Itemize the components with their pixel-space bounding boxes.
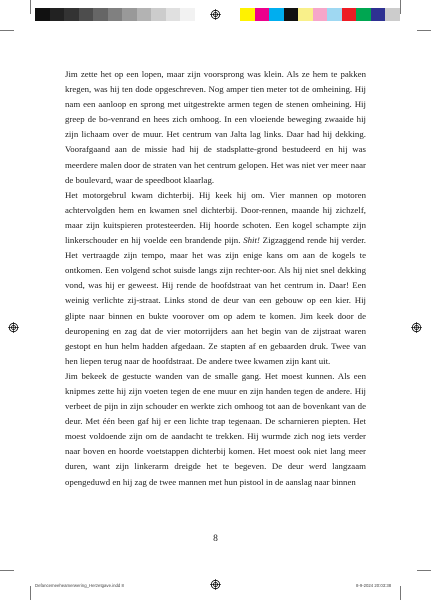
registration-mark-bottom-icon (210, 579, 221, 590)
gray-calibration-strip (35, 8, 195, 21)
page-number: 8 (213, 534, 218, 544)
color-swatch (313, 8, 328, 21)
color-swatch (284, 8, 299, 21)
color-swatch (371, 8, 386, 21)
crop-mark (0, 570, 14, 571)
paragraph: Het motorgebrul kwam dichterbij. Hij keek hij om. Vier mannen op motoren achtervolgden hem en kwamen snel dichterbij. Door-rennen, maande hij zichzelf, maar zijn kuitspieren protesteerden. Hij hoorde schoten. Een kogel schampte zijn linkerschouder en hij voelde een brandende pijn. Shit! Zigzaggend rende hij verder. Het vertraagde zijn tempo, maar het was zijn enige kans om aan de kogels te ontkomen. Een volgend schot suisde langs zijn rechter-oor. Als hij niet snel dekking vond, was hij er geweest. Hij rende de hoofdstraat van het centrum in. Daar! Een weinig verlichte zij-straat. Links stond de deur van een gebouw op een kier. Hij glipte naar binnen en bukte voorover om op adem te komen. Jim keek door de deuropening en zag dat de vier motorrijders aan het begin van de zijstraat waren gestopt en hun helm hadden afgedaan. Ze stapten af en gebaarden druk. Twee van hen liepen terug naar de hoofdstraat. De andere twee kwamen zijn kant uit. (65, 189, 366, 366)
paragraph: Jim bekeek de gestucte wanden van de smalle gang. Het moest kunnen. Als een knipmes zette hij zijn voeten tegen de ene muur en zijn handen tegen de andere. Hij verbeet de pijn in zijn schouder en werkte zich omhoog tot aan de bovenkant van de deur. Met één been gaf hij er een lichte trap tegenaan. De scharnieren piepten. Het moest voldoende zijn om de aandacht te trekken. Hij wurmde zich nog iets verder naar boven en hoorde voetstappen dichterbij komen. Het moest ook niet lang meer duren, want zijn linkerarm dreigde het te begeven. De deur werd langzaam opengeduwd en hij zag de twee mannen met hun pistool in de aanslag naar binnen (65, 370, 366, 487)
color-swatch (122, 8, 137, 21)
crop-mark (30, 0, 31, 14)
emphasis-text: Shit! (243, 235, 260, 246)
color-swatch (108, 8, 123, 21)
color-swatch (240, 8, 255, 21)
color-swatch (342, 8, 357, 21)
color-swatch (50, 8, 65, 21)
color-swatch (327, 8, 342, 21)
registration-mark-left-icon (8, 322, 19, 333)
slug-timestamp: 8-9-2024 20:03:38 (356, 583, 392, 588)
color-swatch (79, 8, 94, 21)
color-swatch (180, 8, 195, 21)
color-swatch (385, 8, 400, 21)
color-swatch (64, 8, 79, 21)
slug-file-info: Defancemeeheamerwering_Herzetgave.indd 8 (35, 583, 124, 588)
color-swatch (255, 8, 270, 21)
color-swatch (166, 8, 181, 21)
registration-mark-right-icon (411, 322, 422, 333)
crop-mark (0, 30, 14, 31)
color-swatch (356, 8, 371, 21)
color-swatch (35, 8, 50, 21)
color-swatch (137, 8, 152, 21)
color-swatch (93, 8, 108, 21)
crop-mark (400, 586, 401, 600)
registration-mark-top-icon (210, 9, 221, 20)
color-calibration-strip (240, 8, 400, 21)
color-swatch (298, 8, 313, 21)
crop-mark (417, 30, 431, 31)
color-swatch (269, 8, 284, 21)
crop-mark (417, 570, 431, 571)
crop-mark (400, 0, 401, 14)
body-text (65, 67, 366, 490)
color-swatch (151, 8, 166, 21)
crop-mark (30, 586, 31, 600)
paragraph: Jim zette het op een lopen, maar zijn voorsprong was klein. Als ze hem te pakken kregen, was hij ten dode opgeschreven. Nog amper tien meter tot de omheining. Hij nam een aanloop en sprong met uitgestrekte armen tegen de stenen omheining. Hij greep de bo-venrand en hees zich omhoog. In een vloeiende beweging zwaaide hij zijn lichaam over de muur. Het centrum van Jalta lag links. Daar had hij dekking. Voorafgaand aan de missie had hij de stadsplatte-grond bestudeerd en hij was meerdere malen door de straten van het centrum gelopen. Het was niet ver meer naar de boulevard, waar de speedboot klaarlag. (65, 69, 366, 185)
